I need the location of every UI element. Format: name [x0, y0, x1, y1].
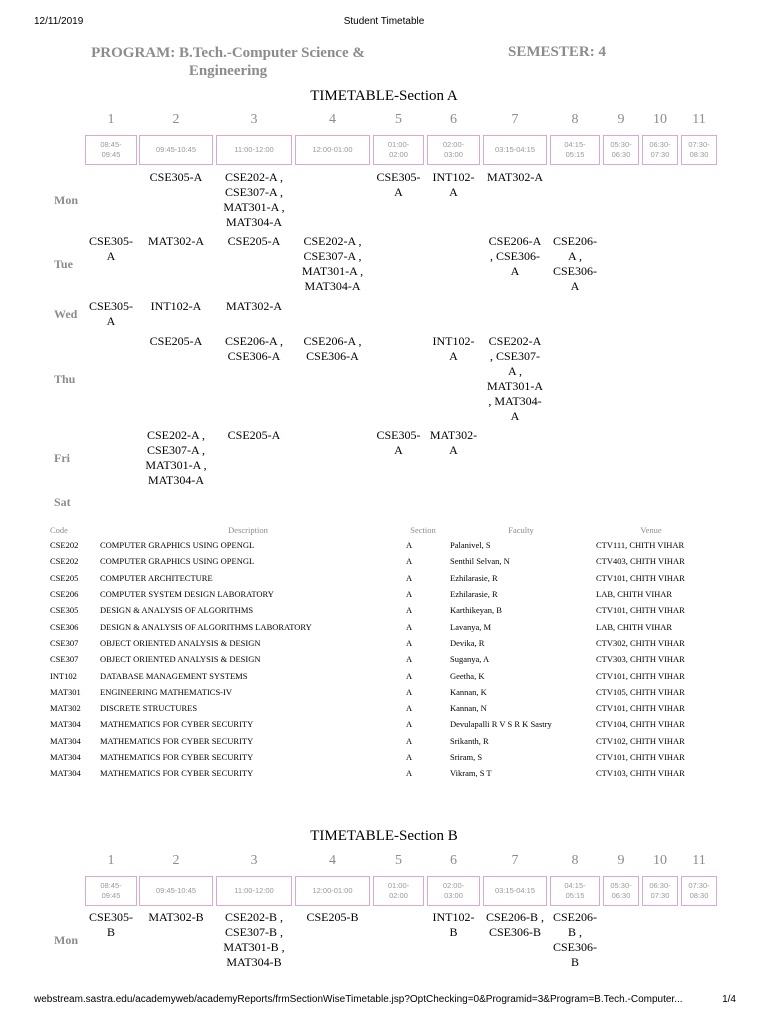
- course-description: DISCRETE STRUCTURES: [100, 703, 198, 714]
- section-a-period-number: 7: [511, 112, 519, 127]
- course-description: OBJECT ORIENTED ANALYSIS & DESIGN: [100, 637, 261, 648]
- course-venue: CTV101, CHITH VIHAR: [596, 670, 685, 681]
- section-a-class-cell: CSE205-A: [227, 428, 281, 442]
- course-venue: CTV111, CHITH VIHAR: [596, 540, 685, 551]
- course-section: A: [406, 752, 413, 762]
- section-b-period-number: 3: [250, 853, 258, 868]
- print-date: 12/11/2019: [34, 16, 84, 27]
- day-label-wed: Wed: [54, 307, 78, 321]
- section-a-class-cell: CSE206-A , CSE306-A: [303, 334, 362, 363]
- semester-label: SEMESTER: 4: [508, 44, 606, 60]
- course-code: CSE305: [50, 605, 79, 616]
- print-footer: [0, 994, 768, 1008]
- course-venue: CTV403, CHITH VIHAR: [596, 556, 685, 567]
- section-a-time-slot: 11:00-12:00: [216, 135, 292, 165]
- section-a-class-cell: CSE305- A: [376, 170, 421, 199]
- section-b-time-slot: 02:00- 03:00: [427, 876, 480, 906]
- table-row: [48, 635, 708, 651]
- section-a-class-cell: INT102- A: [432, 170, 475, 199]
- course-venue: CTV101, CHITH VIHAR: [596, 572, 685, 583]
- section-a-time-slot: 08:45- 09:45: [85, 135, 137, 165]
- course-section: A: [406, 572, 413, 583]
- course-faculty: Senthil Selvan, N: [450, 556, 510, 567]
- course-description: COMPUTER GRAPHICS USING OPENGL: [100, 540, 255, 551]
- section-a-class-cell: CSE206-A , CSE306-A: [224, 334, 283, 363]
- section-b-period-number: 5: [395, 853, 402, 868]
- column-header-venue: Venue: [640, 525, 662, 535]
- table-row: [48, 700, 708, 716]
- section-b-period-number: 7: [511, 853, 519, 868]
- print-header: [0, 16, 768, 30]
- course-section: A: [406, 654, 413, 665]
- section-a-class-cell: MAT302-A: [148, 234, 204, 248]
- section-a-class-cell: CSE305- A: [376, 428, 421, 457]
- course-code: CSE307: [50, 654, 79, 665]
- section-a-class-cell: CSE305-A: [149, 170, 203, 184]
- course-venue: CTV105, CHITH VIHAR: [596, 686, 685, 697]
- section-a-period-number: 11: [692, 112, 706, 127]
- section-a-time-slot: 03:15-04:15: [483, 135, 547, 165]
- section-a-period-number: 9: [617, 112, 625, 127]
- table-row: [48, 651, 708, 667]
- course-description: COMPUTER ARCHITECTURE: [100, 572, 213, 583]
- course-code: MAT304: [50, 719, 81, 730]
- course-faculty: Geetha, K: [450, 670, 485, 681]
- print-title: Student Timetable: [343, 16, 425, 27]
- course-venue: LAB, CHITH VIHAR: [596, 621, 673, 632]
- course-code: CSE205: [50, 572, 79, 583]
- day-label-mon-b: Mon: [54, 933, 78, 947]
- section-b-time-slot: 11:00-12:00: [216, 876, 292, 906]
- course-venue: CTV101, CHITH VIHAR: [596, 752, 685, 762]
- course-venue: CTV104, CHITH VIHAR: [596, 719, 685, 730]
- section-a-time-slot: 09:45-10:45: [139, 135, 213, 165]
- section-a-time-slot: 12:00-01:00: [295, 135, 370, 165]
- course-code: CSE202: [50, 556, 79, 567]
- course-code: CSE206: [50, 589, 79, 600]
- section-b-class-cell: INT102- B: [432, 910, 475, 939]
- course-faculty: Suganya, A: [450, 654, 490, 665]
- section-a-period-number: 2: [172, 112, 180, 127]
- section-a-time-slot: 02:00- 03:00: [427, 135, 480, 165]
- section-b-time-slot: 05:30- 06:30: [603, 876, 639, 906]
- course-description: DESIGN & ANALYSIS OF ALGORITHMS: [100, 605, 254, 616]
- course-description: ENGINEERING MATHEMATICS-IV: [100, 686, 232, 697]
- column-header-description: Description: [228, 525, 268, 535]
- course-code: INT102: [50, 670, 77, 681]
- section-a-time-slot: 01:00- 02:00: [373, 135, 424, 165]
- course-faculty: Vikram, S T: [450, 768, 492, 779]
- section-b-period-number: 8: [571, 853, 579, 868]
- section-b-title: TIMETABLE-Section B: [310, 828, 458, 844]
- section-a-time-slot: 05:30- 06:30: [603, 135, 639, 165]
- table-row: [48, 749, 708, 765]
- section-b-period-number: 2: [172, 853, 180, 868]
- section-b-time-slot: 03:15-04:15: [483, 876, 547, 906]
- column-header-section: Section: [410, 525, 436, 535]
- section-a-class-cell: CSE205-A: [227, 234, 281, 248]
- section-b-class-cell: CSE205-B: [306, 910, 359, 924]
- course-section: A: [406, 686, 413, 697]
- page-counter: 1/4: [722, 994, 736, 1005]
- section-b-period-number: 9: [617, 853, 625, 868]
- section-b-class-cell: MAT302-B: [148, 910, 204, 924]
- course-description: MATHEMATICS FOR CYBER SECURITY: [100, 752, 254, 762]
- course-section: A: [406, 670, 413, 681]
- section-a-class-cell: MAT302-A: [487, 170, 543, 184]
- table-row: [48, 716, 708, 732]
- course-code: CSE202: [50, 540, 79, 551]
- section-b-period-number: 6: [450, 853, 457, 868]
- course-venue: CTV103, CHITH VIHAR: [596, 768, 685, 779]
- course-section: A: [406, 735, 413, 746]
- course-faculty: Kannan, N: [450, 703, 487, 714]
- section-a-class-cell: INT102- A: [432, 334, 475, 363]
- course-faculty: Ezhilarasie, R: [450, 572, 498, 583]
- section-b-period-number: 1: [107, 853, 115, 868]
- course-code: MAT301: [50, 686, 81, 697]
- section-a-time-slot: 06:30- 07:30: [642, 135, 678, 165]
- section-b-time-slot: 06:30- 07:30: [642, 876, 678, 906]
- section-a-class-cell: CSE202-A , CSE307-A , MAT301-A , MAT304-A: [301, 234, 364, 293]
- section-b-period-number: 10: [653, 853, 667, 868]
- section-a-time-slot: 07:30- 08:30: [681, 135, 717, 165]
- course-faculty: Palanivel, S: [450, 540, 491, 551]
- section-b-time-slot: 08:45- 09:45: [85, 876, 137, 906]
- course-venue: CTV101, CHITH VIHAR: [596, 605, 685, 616]
- section-b-time-slot: 09:45-10:45: [139, 876, 213, 906]
- course-section: A: [406, 621, 413, 632]
- section-b-time-slot: 04:15- 05:15: [550, 876, 600, 906]
- course-code: CSE306: [50, 621, 79, 632]
- section-a-period-number: 1: [107, 112, 115, 127]
- table-row: [48, 733, 708, 749]
- section-a-class-cell: MAT302-A: [226, 299, 282, 313]
- column-header-faculty: Faculty: [508, 525, 534, 535]
- section-a-class-cell: MAT302- A: [429, 428, 478, 457]
- course-section: A: [406, 556, 413, 567]
- section-b-class-cell: CSE206- B , CSE306- B: [552, 910, 597, 969]
- section-b-time-slot: 12:00-01:00: [295, 876, 370, 906]
- course-section: A: [406, 719, 413, 730]
- section-b-time-slot: 07:30- 08:30: [681, 876, 717, 906]
- course-faculty: Kannan, K: [450, 686, 487, 697]
- course-faculty: Devulapalli R V S R K Sastry: [450, 719, 552, 730]
- section-a-period-number: 4: [329, 112, 336, 127]
- day-label-mon: Mon: [54, 193, 78, 207]
- course-venue: CTV102, CHITH VIHAR: [596, 735, 685, 746]
- section-a-class-cell: CSE202-A , CSE307-A , MAT301-A , MAT304-A: [223, 170, 285, 229]
- course-description: OBJECT ORIENTED ANALYSIS & DESIGN: [100, 654, 261, 665]
- section-a-period-number: 8: [571, 112, 579, 127]
- course-table: [48, 523, 708, 781]
- day-label-fri: Fri: [54, 451, 70, 465]
- section-a-class-cell: CSE206-A , CSE306- A: [488, 234, 542, 278]
- program-title: PROGRAM: B.Tech.-Computer Science & Engineering: [91, 45, 365, 79]
- course-section: A: [406, 605, 413, 616]
- section-a-class-cell: CSE202-A , CSE307-A , MAT301-A , MAT304-A: [145, 428, 207, 487]
- section-a-period-number: 10: [653, 112, 667, 127]
- table-row: [48, 537, 708, 553]
- day-label-sat: Sat: [54, 495, 71, 509]
- section-a-class-cell: CSE206- A , CSE306- A: [552, 234, 597, 293]
- course-code: MAT304: [50, 735, 81, 746]
- section-a-class-cell: CSE305- A: [88, 299, 133, 328]
- course-description: MATHEMATICS FOR CYBER SECURITY: [100, 719, 254, 730]
- table-row: [48, 618, 708, 634]
- course-section: A: [406, 540, 413, 551]
- table-row: [48, 553, 708, 569]
- table-row: [48, 570, 708, 586]
- section-a-class-cell: CSE305- A: [88, 234, 133, 263]
- section-b-class-cell: CSE202-B , CSE307-B , MAT301-B , MAT304-B: [223, 910, 285, 969]
- table-row: [48, 765, 708, 781]
- section-a-class-cell: CSE205-A: [149, 334, 203, 348]
- course-section: A: [406, 589, 413, 600]
- column-header-code: Code: [50, 525, 68, 535]
- table-row: [48, 667, 708, 683]
- course-description: COMPUTER SYSTEM DESIGN LABORATORY: [100, 589, 274, 600]
- course-faculty: Karthikeyan, B: [450, 605, 502, 616]
- course-section: A: [406, 703, 413, 714]
- course-code: MAT304: [50, 752, 81, 762]
- course-faculty: Lavanya, M: [450, 621, 492, 632]
- course-section: A: [406, 768, 413, 779]
- day-label-thu: Thu: [54, 372, 76, 386]
- table-row: [48, 602, 708, 618]
- course-description: MATHEMATICS FOR CYBER SECURITY: [100, 735, 254, 746]
- table-row: [48, 684, 708, 700]
- section-a-period-number: 6: [450, 112, 457, 127]
- course-description: COMPUTER GRAPHICS USING OPENGL: [100, 556, 255, 567]
- section-a-class-cell: CSE202-A , CSE307- A , MAT301-A , MAT304- A: [487, 334, 543, 423]
- section-b-class-cell: CSE305- B: [88, 910, 133, 939]
- course-faculty: Srikanth, R: [450, 735, 489, 746]
- course-venue: CTV303, CHITH VIHAR: [596, 654, 685, 665]
- course-venue: CTV101, CHITH VIHAR: [596, 703, 685, 714]
- course-code: MAT304: [50, 768, 81, 779]
- section-a-class-cell: INT102-A: [150, 299, 202, 313]
- course-faculty: Devika, R: [450, 637, 485, 648]
- course-table-header: [48, 523, 708, 537]
- course-faculty: Sriram, S: [450, 752, 483, 762]
- section-b-period-number: 11: [692, 853, 706, 868]
- section-a-time-slot: 04:15- 05:15: [550, 135, 600, 165]
- section-a-period-number: 5: [395, 112, 402, 127]
- page-url: webstream.sastra.edu/academyweb/academyReports/frmSectionWiseTimetable.jsp?OptChecking=0&Programid=3&Program=B.Tech.-Computer...: [34, 994, 683, 1005]
- course-description: DATABASE MANAGEMENT SYSTEMS: [100, 670, 248, 681]
- course-venue: LAB, CHITH VIHAR: [596, 589, 673, 600]
- table-row: [48, 586, 708, 602]
- course-section: A: [406, 637, 413, 648]
- course-code: CSE307: [50, 637, 79, 648]
- course-code: MAT302: [50, 703, 81, 714]
- day-label-tue: Tue: [54, 257, 73, 271]
- course-venue: CTV302, CHITH VIHAR: [596, 637, 685, 648]
- course-description: DESIGN & ANALYSIS OF ALGORITHMS LABORATORY: [100, 621, 312, 632]
- section-b-class-cell: CSE206-B , CSE306-B: [485, 910, 544, 939]
- section-a-title: TIMETABLE-Section A: [310, 88, 458, 104]
- course-faculty: Ezhilarasie, R: [450, 589, 498, 600]
- section-b-time-slot: 01:00- 02:00: [373, 876, 424, 906]
- section-a-period-number: 3: [250, 112, 258, 127]
- course-description: MATHEMATICS FOR CYBER SECURITY: [100, 768, 254, 779]
- section-b-period-number: 4: [329, 853, 336, 868]
